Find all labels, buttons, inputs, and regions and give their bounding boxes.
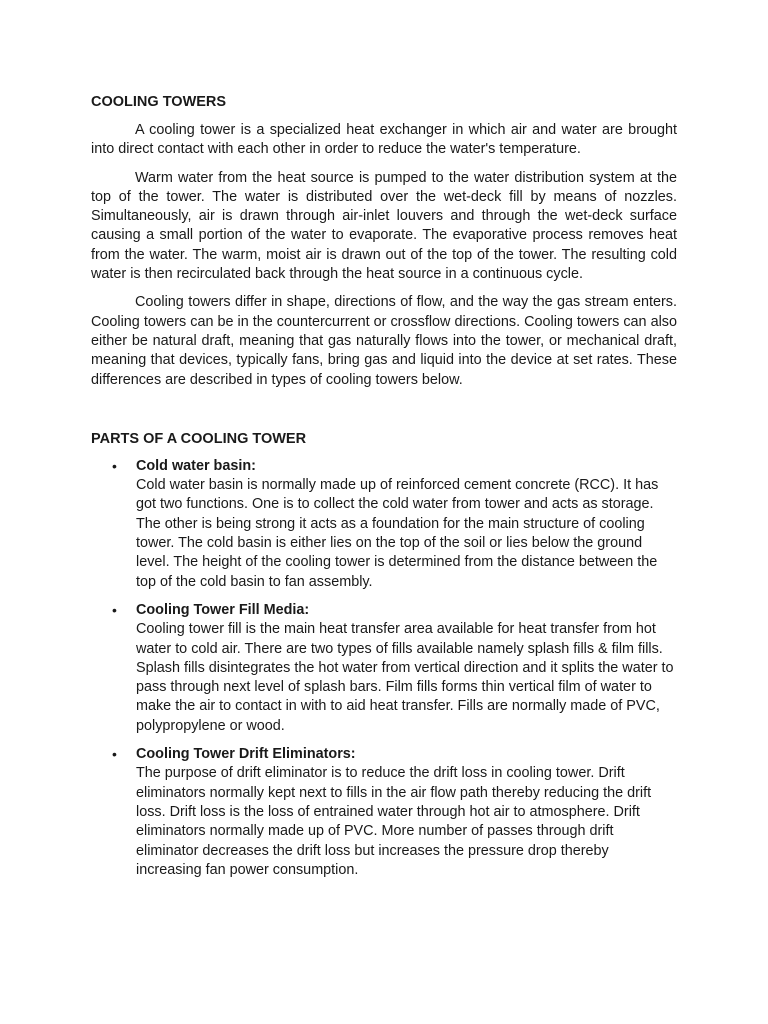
part-title: Cold water basin: — [136, 457, 256, 474]
part-description: Cold water basin is normally made up of reinforced cement concrete (RCC). It has got two functions. One is to collect the cold water from tower and acts as storage. The other is being strong it acts as a foundation for the main structure of cooling tower. The cold basin is either lies on the top of the soil or lies below the ground level. The height of the cooling tower is determined from the distance between the top of the cold basin to fan assembly. — [136, 477, 659, 590]
bullet-icon: • — [112, 601, 117, 618]
part-description: The purpose of drift eliminator is to reduce the drift loss in cooling tower. Drift eliminators normally kept next to fills in the air flow path thereby reducing the drift loss. Drift loss is the loss of entrained water through hot air to atmosphere. Drift eliminators normally made up of PVC. More number of passes through drift eliminator decreases the drift loss but increases the pressure drop thereby increasing fan power consumption. — [136, 765, 652, 878]
part-title: Cooling Tower Fill Media: — [136, 601, 310, 618]
parts-list — [91, 457, 677, 880]
list-item-cold-water-basin — [91, 457, 677, 592]
bullet-icon: • — [112, 746, 117, 763]
bullet-icon: • — [112, 457, 117, 474]
section-title: PARTS OF A COOLING TOWER — [91, 430, 307, 447]
part-description: Cooling tower fill is the main heat transfer area available for heat transfer from hot water to cold air. There are two types of fills available namely splash fills & film fills. Splash fills disintegrates the hot water from vertical direction and it splits the water to pass through next level of splash bars. Film fills forms thin vertical film of water to make the air to contact in with to aid heat transfer. Fills are normally made of PVC, polypropylene or wood. — [136, 621, 674, 734]
list-item-fill-media — [91, 601, 677, 736]
document-title: COOLING TOWERS — [91, 94, 227, 110]
document-body — [91, 93, 677, 889]
list-item-drift-eliminators — [91, 745, 677, 880]
intro-paragraph: A cooling tower is a specialized heat exchanger in which air and water are brought into direct contact with each other in order to reduce the water's temperature. — [91, 122, 677, 158]
types-paragraph: Cooling towers differ in shape, directions of flow, and the way the gas stream enters. Cooling towers can be in the countercurrent or crossflow directions. Cooling towers can also either be natural draft, meaning that gas naturally flows into the tower, or mechanical draft, meaning that devices, typically fans, bring gas and liquid into the device at set rates. These differences are described in types of cooling towers below. — [91, 294, 677, 388]
process-paragraph: Warm water from the heat source is pumped to the water distribution system at the top of the tower. The water is distributed over the wet-deck fill by means of nozzles. Simultaneously, air is drawn through air-inlet louvers and through the wet-deck surface causing a small portion of the water to evaporate. The evaporative process removes heat from the water. The warm, moist air is drawn out of the top of the tower. The resulting cold water is then recirculated back through the heat source in a continuous cycle. — [91, 169, 677, 283]
part-title: Cooling Tower Drift Eliminators: — [136, 746, 356, 763]
